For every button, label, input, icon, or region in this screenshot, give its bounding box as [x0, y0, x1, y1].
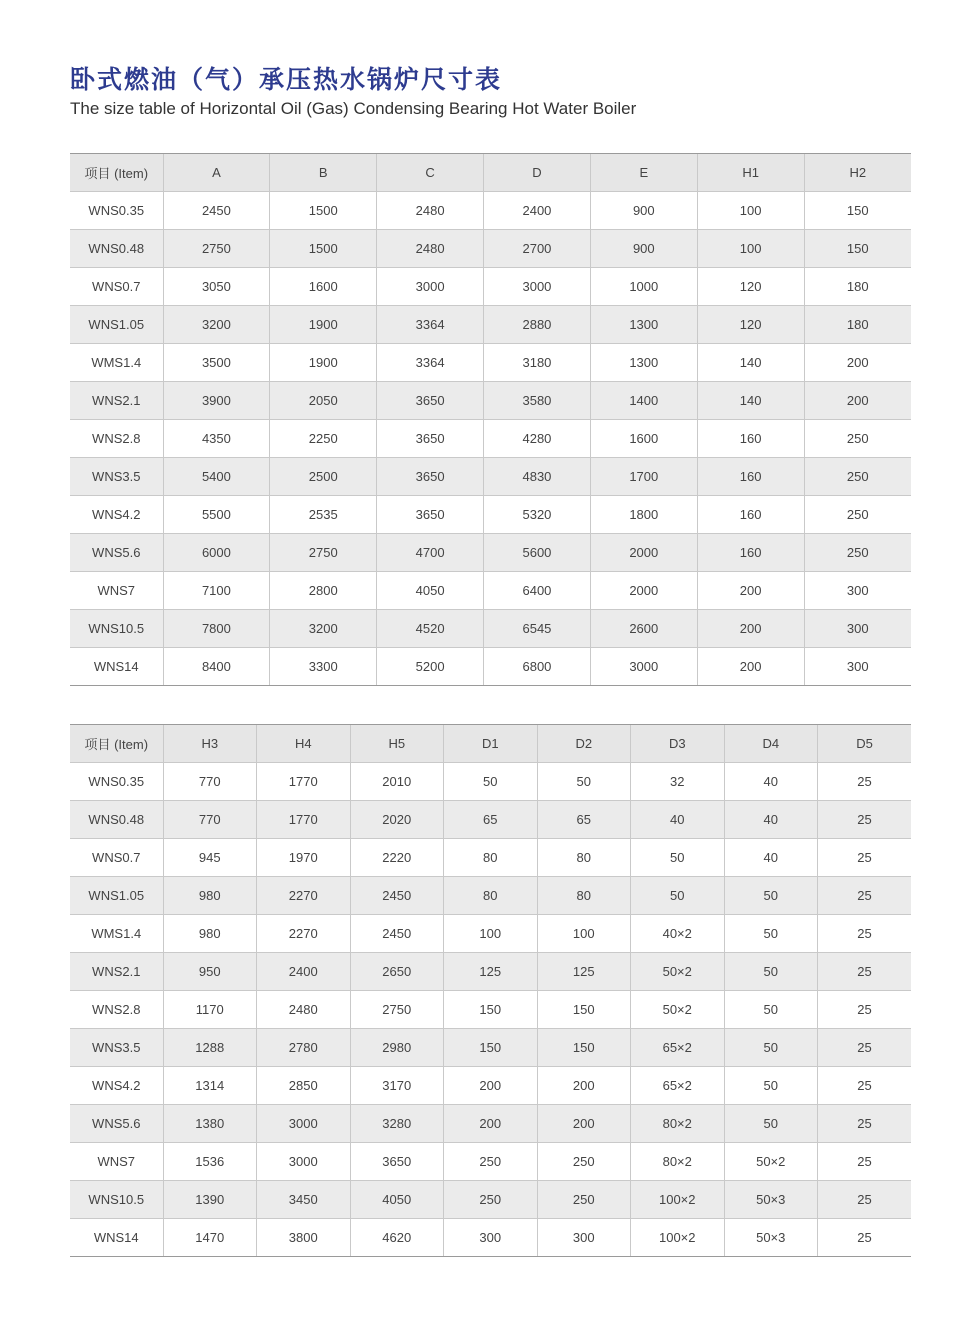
model-cell: WNS0.35 [70, 192, 163, 230]
value-cell: 160 [697, 534, 804, 572]
value-cell: 3280 [350, 1105, 444, 1143]
table-row [70, 953, 911, 991]
table-row [70, 344, 911, 382]
value-cell: 150 [804, 192, 911, 230]
value-cell: 2400 [484, 192, 591, 230]
value-cell: 2700 [484, 230, 591, 268]
value-cell: 2480 [377, 230, 484, 268]
value-cell: 100 [537, 915, 631, 953]
table-row [70, 915, 911, 953]
value-cell: 25 [818, 877, 912, 915]
value-cell: 1400 [590, 382, 697, 420]
value-cell: 3650 [350, 1143, 444, 1181]
value-cell: 1770 [257, 801, 351, 839]
table-row [70, 763, 911, 801]
value-cell: 25 [818, 1219, 912, 1257]
value-cell: 3450 [257, 1181, 351, 1219]
value-cell: 2850 [257, 1067, 351, 1105]
value-cell: 1000 [590, 268, 697, 306]
value-cell: 200 [697, 610, 804, 648]
value-cell: 160 [697, 420, 804, 458]
model-cell: WNS3.5 [70, 1029, 163, 1067]
value-cell: 140 [697, 344, 804, 382]
value-cell: 3500 [163, 344, 270, 382]
value-cell: 50 [537, 763, 631, 801]
value-cell: 2010 [350, 763, 444, 801]
value-cell: 40 [724, 763, 818, 801]
value-cell: 6800 [484, 648, 591, 686]
table-row [70, 801, 911, 839]
value-cell: 2450 [163, 192, 270, 230]
value-cell: 80 [537, 877, 631, 915]
value-cell: 1900 [270, 306, 377, 344]
value-cell: 3650 [377, 420, 484, 458]
value-cell: 80 [444, 877, 538, 915]
value-cell: 140 [697, 382, 804, 420]
header-cell-d3: D3 [631, 725, 725, 763]
value-cell: 770 [163, 801, 257, 839]
value-cell: 2250 [270, 420, 377, 458]
value-cell: 5320 [484, 496, 591, 534]
value-cell: 300 [537, 1219, 631, 1257]
value-cell: 150 [444, 1029, 538, 1067]
value-cell: 2880 [484, 306, 591, 344]
page-title-chinese: 卧式燃油（气）承压热水锅炉尺寸表 [70, 65, 503, 94]
value-cell: 200 [444, 1105, 538, 1143]
value-cell: 150 [537, 1029, 631, 1067]
value-cell: 1300 [590, 344, 697, 382]
value-cell: 3000 [590, 648, 697, 686]
model-cell: WNS2.8 [70, 991, 163, 1029]
value-cell: 160 [697, 458, 804, 496]
model-cell: WNS5.6 [70, 1105, 163, 1143]
value-cell: 3200 [163, 306, 270, 344]
header-cell-h3: H3 [163, 725, 257, 763]
model-cell: WNS5.6 [70, 534, 163, 572]
value-cell: 80 [444, 839, 538, 877]
value-cell: 4700 [377, 534, 484, 572]
value-cell: 1288 [163, 1029, 257, 1067]
value-cell: 160 [697, 496, 804, 534]
value-cell: 2750 [350, 991, 444, 1029]
value-cell: 50×2 [631, 991, 725, 1029]
value-cell: 6400 [484, 572, 591, 610]
value-cell: 5400 [163, 458, 270, 496]
value-cell: 980 [163, 915, 257, 953]
value-cell: 3050 [163, 268, 270, 306]
value-cell: 1314 [163, 1067, 257, 1105]
value-cell: 770 [163, 763, 257, 801]
header-cell-h4: H4 [257, 725, 351, 763]
model-cell: WNS4.2 [70, 1067, 163, 1105]
value-cell: 4830 [484, 458, 591, 496]
value-cell: 50 [724, 953, 818, 991]
value-cell: 5200 [377, 648, 484, 686]
header-cell-b: B [270, 154, 377, 192]
model-cell: WMS1.4 [70, 915, 163, 953]
value-cell: 50 [724, 877, 818, 915]
value-cell: 1390 [163, 1181, 257, 1219]
value-cell: 2000 [590, 572, 697, 610]
table-row [70, 1181, 911, 1219]
table-row [70, 610, 911, 648]
value-cell: 3364 [377, 344, 484, 382]
value-cell: 3900 [163, 382, 270, 420]
value-cell: 3650 [377, 458, 484, 496]
model-cell: WNS7 [70, 1143, 163, 1181]
value-cell: 1900 [270, 344, 377, 382]
value-cell: 4620 [350, 1219, 444, 1257]
value-cell: 25 [818, 1105, 912, 1143]
value-cell: 180 [804, 268, 911, 306]
value-cell: 50 [724, 1105, 818, 1143]
value-cell: 200 [537, 1067, 631, 1105]
value-cell: 2535 [270, 496, 377, 534]
value-cell: 100×2 [631, 1181, 725, 1219]
table-row [70, 839, 911, 877]
model-cell: WNS14 [70, 648, 163, 686]
table-row [70, 1067, 911, 1105]
size-table-dimensions [70, 153, 911, 686]
value-cell: 4350 [163, 420, 270, 458]
value-cell: 180 [804, 306, 911, 344]
table-row [70, 572, 911, 610]
model-cell: WNS2.1 [70, 953, 163, 991]
value-cell: 2450 [350, 915, 444, 953]
model-cell: WNS2.1 [70, 382, 163, 420]
value-cell: 1500 [270, 230, 377, 268]
table-row [70, 877, 911, 915]
value-cell: 2450 [350, 877, 444, 915]
value-cell: 2980 [350, 1029, 444, 1067]
value-cell: 80 [537, 839, 631, 877]
value-cell: 1770 [257, 763, 351, 801]
value-cell: 1170 [163, 991, 257, 1029]
value-cell: 25 [818, 953, 912, 991]
value-cell: 80×2 [631, 1143, 725, 1181]
value-cell: 65 [537, 801, 631, 839]
value-cell: 2400 [257, 953, 351, 991]
table-row [70, 382, 911, 420]
value-cell: 6545 [484, 610, 591, 648]
value-cell: 3000 [257, 1105, 351, 1143]
model-cell: WNS0.48 [70, 801, 163, 839]
model-cell: WNS2.8 [70, 420, 163, 458]
value-cell: 100 [444, 915, 538, 953]
value-cell: 3000 [484, 268, 591, 306]
value-cell: 1500 [270, 192, 377, 230]
table-row [70, 420, 911, 458]
value-cell: 200 [537, 1105, 631, 1143]
value-cell: 250 [804, 496, 911, 534]
value-cell: 3200 [270, 610, 377, 648]
model-cell: WNS0.35 [70, 763, 163, 801]
header-cell-item: 项目 (Item) [70, 154, 163, 192]
value-cell: 7800 [163, 610, 270, 648]
table-body [70, 763, 911, 1257]
header-cell-h2: H2 [804, 154, 911, 192]
table-row [70, 192, 911, 230]
model-cell: WNS10.5 [70, 1181, 163, 1219]
value-cell: 1970 [257, 839, 351, 877]
value-cell: 40×2 [631, 915, 725, 953]
table-header-row [70, 154, 911, 192]
value-cell: 300 [804, 572, 911, 610]
value-cell: 6000 [163, 534, 270, 572]
header-cell-e: E [590, 154, 697, 192]
value-cell: 4520 [377, 610, 484, 648]
value-cell: 900 [590, 192, 697, 230]
value-cell: 3364 [377, 306, 484, 344]
table-row [70, 496, 911, 534]
value-cell: 3300 [270, 648, 377, 686]
value-cell: 50 [724, 1029, 818, 1067]
value-cell: 150 [444, 991, 538, 1029]
header-cell-d1: D1 [444, 725, 538, 763]
value-cell: 200 [697, 572, 804, 610]
value-cell: 1300 [590, 306, 697, 344]
model-cell: WNS7 [70, 572, 163, 610]
value-cell: 32 [631, 763, 725, 801]
value-cell: 50×2 [724, 1143, 818, 1181]
value-cell: 25 [818, 991, 912, 1029]
model-cell: WNS14 [70, 1219, 163, 1257]
value-cell: 2270 [257, 915, 351, 953]
value-cell: 1380 [163, 1105, 257, 1143]
value-cell: 250 [537, 1181, 631, 1219]
value-cell: 2750 [163, 230, 270, 268]
value-cell: 3180 [484, 344, 591, 382]
header-cell-d: D [484, 154, 591, 192]
value-cell: 2780 [257, 1029, 351, 1067]
table-row [70, 1029, 911, 1067]
table-row [70, 1143, 911, 1181]
value-cell: 3170 [350, 1067, 444, 1105]
header-cell-d2: D2 [537, 725, 631, 763]
value-cell: 25 [818, 1029, 912, 1067]
value-cell: 1536 [163, 1143, 257, 1181]
value-cell: 2220 [350, 839, 444, 877]
value-cell: 250 [537, 1143, 631, 1181]
value-cell: 50×2 [631, 953, 725, 991]
value-cell: 80×2 [631, 1105, 725, 1143]
value-cell: 125 [444, 953, 538, 991]
value-cell: 980 [163, 877, 257, 915]
value-cell: 2270 [257, 877, 351, 915]
value-cell: 5600 [484, 534, 591, 572]
value-cell: 25 [818, 1181, 912, 1219]
value-cell: 40 [631, 801, 725, 839]
model-cell: WNS0.7 [70, 839, 163, 877]
value-cell: 1700 [590, 458, 697, 496]
value-cell: 40 [724, 801, 818, 839]
value-cell: 950 [163, 953, 257, 991]
value-cell: 2500 [270, 458, 377, 496]
header-cell-c: C [377, 154, 484, 192]
value-cell: 2750 [270, 534, 377, 572]
value-cell: 50 [724, 991, 818, 1029]
model-cell: WNS3.5 [70, 458, 163, 496]
value-cell: 3000 [377, 268, 484, 306]
table-row [70, 1105, 911, 1143]
model-cell: WNS0.7 [70, 268, 163, 306]
value-cell: 65×2 [631, 1067, 725, 1105]
value-cell: 50 [631, 839, 725, 877]
value-cell: 1600 [270, 268, 377, 306]
value-cell: 100×2 [631, 1219, 725, 1257]
table-body [70, 192, 911, 686]
value-cell: 25 [818, 839, 912, 877]
value-cell: 4050 [377, 572, 484, 610]
value-cell: 25 [818, 801, 912, 839]
value-cell: 5500 [163, 496, 270, 534]
value-cell: 40 [724, 839, 818, 877]
model-cell: WNS0.48 [70, 230, 163, 268]
value-cell: 25 [818, 763, 912, 801]
value-cell: 250 [444, 1143, 538, 1181]
value-cell: 300 [804, 648, 911, 686]
value-cell: 7100 [163, 572, 270, 610]
value-cell: 2650 [350, 953, 444, 991]
header-cell-h1: H1 [697, 154, 804, 192]
value-cell: 65 [444, 801, 538, 839]
value-cell: 50 [444, 763, 538, 801]
value-cell: 250 [804, 458, 911, 496]
value-cell: 4050 [350, 1181, 444, 1219]
table-row [70, 1219, 911, 1257]
header-cell-item: 项目 (Item) [70, 725, 163, 763]
value-cell: 4280 [484, 420, 591, 458]
value-cell: 3650 [377, 496, 484, 534]
value-cell: 65×2 [631, 1029, 725, 1067]
value-cell: 200 [804, 344, 911, 382]
model-cell: WNS10.5 [70, 610, 163, 648]
table-row [70, 230, 911, 268]
value-cell: 945 [163, 839, 257, 877]
value-cell: 25 [818, 1067, 912, 1105]
value-cell: 50 [724, 1067, 818, 1105]
value-cell: 125 [537, 953, 631, 991]
table-row [70, 534, 911, 572]
value-cell: 1800 [590, 496, 697, 534]
header-cell-a: A [163, 154, 270, 192]
model-cell: WNS1.05 [70, 877, 163, 915]
value-cell: 25 [818, 915, 912, 953]
model-cell: WMS1.4 [70, 344, 163, 382]
header-cell-h5: H5 [350, 725, 444, 763]
table-row [70, 458, 911, 496]
header-cell-d5: D5 [818, 725, 912, 763]
value-cell: 25 [818, 1143, 912, 1181]
value-cell: 50 [724, 915, 818, 953]
value-cell: 50×3 [724, 1181, 818, 1219]
value-cell: 2480 [257, 991, 351, 1029]
value-cell: 200 [444, 1067, 538, 1105]
value-cell: 3800 [257, 1219, 351, 1257]
value-cell: 3650 [377, 382, 484, 420]
value-cell: 2020 [350, 801, 444, 839]
value-cell: 50×3 [724, 1219, 818, 1257]
value-cell: 50 [631, 877, 725, 915]
table-row [70, 991, 911, 1029]
value-cell: 300 [804, 610, 911, 648]
value-cell: 2000 [590, 534, 697, 572]
value-cell: 200 [697, 648, 804, 686]
value-cell: 200 [804, 382, 911, 420]
size-table-connections [70, 724, 911, 1257]
model-cell: WNS4.2 [70, 496, 163, 534]
value-cell: 120 [697, 306, 804, 344]
value-cell: 2480 [377, 192, 484, 230]
value-cell: 1470 [163, 1219, 257, 1257]
value-cell: 3580 [484, 382, 591, 420]
value-cell: 300 [444, 1219, 538, 1257]
value-cell: 150 [804, 230, 911, 268]
value-cell: 100 [697, 192, 804, 230]
value-cell: 250 [804, 420, 911, 458]
value-cell: 250 [444, 1181, 538, 1219]
table-header-row [70, 725, 911, 763]
value-cell: 2600 [590, 610, 697, 648]
value-cell: 100 [697, 230, 804, 268]
value-cell: 2800 [270, 572, 377, 610]
table-row [70, 268, 911, 306]
page-title-english: The size table of Horizontal Oil (Gas) Condensing Bearing Hot Water Boiler [70, 99, 637, 118]
header-cell-d4: D4 [724, 725, 818, 763]
model-cell: WNS1.05 [70, 306, 163, 344]
value-cell: 2050 [270, 382, 377, 420]
value-cell: 150 [537, 991, 631, 1029]
table-row [70, 306, 911, 344]
value-cell: 3000 [257, 1143, 351, 1181]
value-cell: 1600 [590, 420, 697, 458]
value-cell: 8400 [163, 648, 270, 686]
value-cell: 250 [804, 534, 911, 572]
value-cell: 900 [590, 230, 697, 268]
table-row [70, 648, 911, 686]
value-cell: 120 [697, 268, 804, 306]
